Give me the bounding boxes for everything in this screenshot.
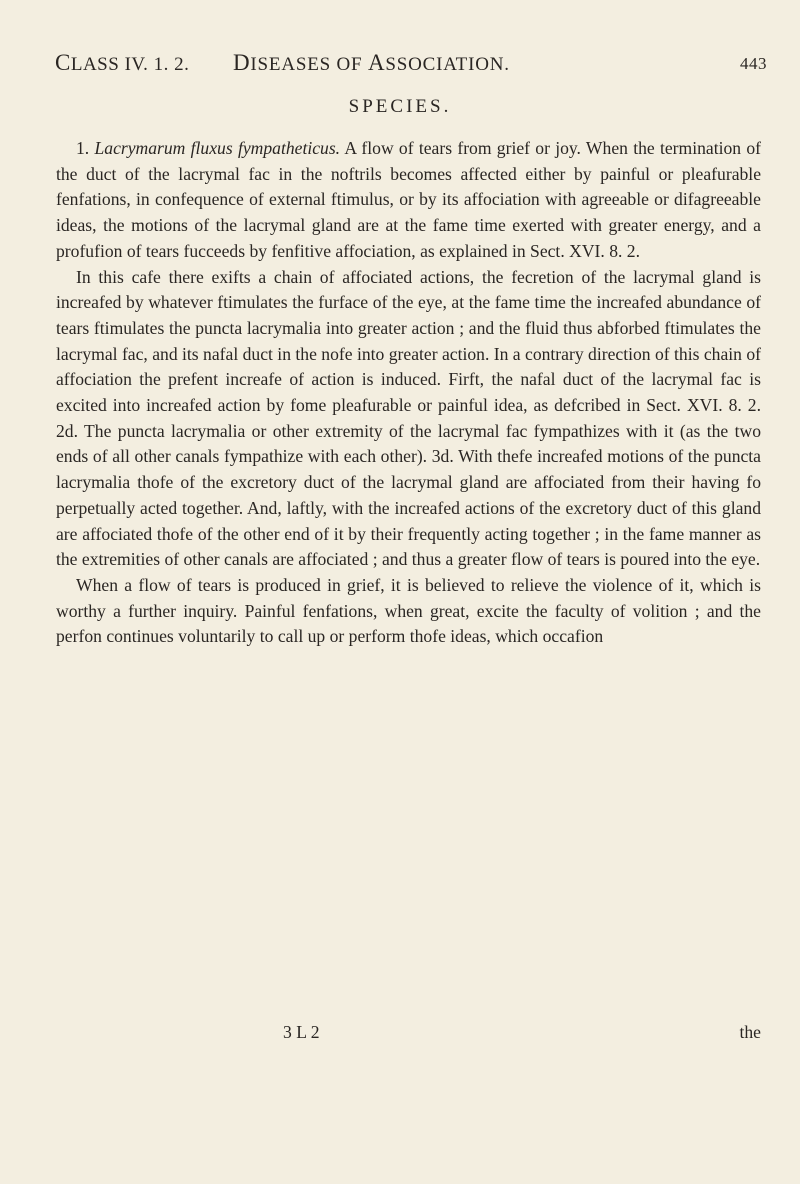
signature-mark: 3 L 2 xyxy=(283,1022,320,1042)
section-heading: SPECIES. xyxy=(348,96,452,117)
paragraph-3: When a flow of tears is produced in grief, it is believed to relieve the violence of it, which is worthy a further inquiry. Painful fenfations, when great, excite the faculty of volition ; and the perfon continues voluntarily to call up or perform thofe ideas, which occafion xyxy=(56,574,761,647)
paragraph-1 xyxy=(56,136,761,265)
page-number: 443 xyxy=(740,54,767,73)
running-title: DISEASES OF ASSOCIATION. xyxy=(233,50,510,75)
paragraph-text: A flow of tears from grief or joy. When the termination of the duct of the lacrymal fac in the noftrils becomes affected either by painful or pleafurable fenfations, in confequence of external ftimulus, or by its affociation with agreeable or difagreeable ideas, the motions of the lacrymal gland are at the fame time exerted with greater energy, and a profufion of tears fucceeds by fenfitive affociation, as explained in Sect. XVI. 8. 2. xyxy=(56,138,761,261)
species-latin-name: Lacrymarum fluxus fympatheticus. xyxy=(94,138,341,158)
class-label: CLASS IV. 1. 2. xyxy=(55,50,190,75)
species-number: 1. xyxy=(76,138,90,158)
running-head xyxy=(55,42,775,75)
body-text xyxy=(56,136,761,650)
paragraph-2: In this cafe there exifts a chain of affociated actions, the fecretion of the lacrymal gland is increafed by whatever ftimulates the furface of the eye, at the fame time the increafed abundance of tears ftimulates the puncta lacrymalia into greater action ; and the fluid thus abforbed ftimulates the lacrymal fac, and its nafal duct in the nofe into greater action. In a contrary direction of this chain of affociation the prefent increafe of action is induced. Firft, the nafal duct of the lacrymal fac is excited into increafed action by fome pleafurable or painful idea, as defcribed in Sect. XVI. 8. 2. 2d. The puncta lacrymalia or other extremity of the lacrymal fac fympathizes with it (as the two ends of all other canals fympathize with each other). 3d. With thefe increafed motions of the puncta lacrymalia thofe of the excretory duct of the lacrymal gland are affociated from their having fo perpetually acted together. And, laftly, with the increafed actions of the excretory duct of this gland are affociated thofe of the other end of it by their frequently acting together ; in the fame manner as the extremities of other canals are affociated ; and thus a greater flow of tears is poured into the eye. xyxy=(56,266,761,570)
catchword: the xyxy=(739,1022,761,1042)
